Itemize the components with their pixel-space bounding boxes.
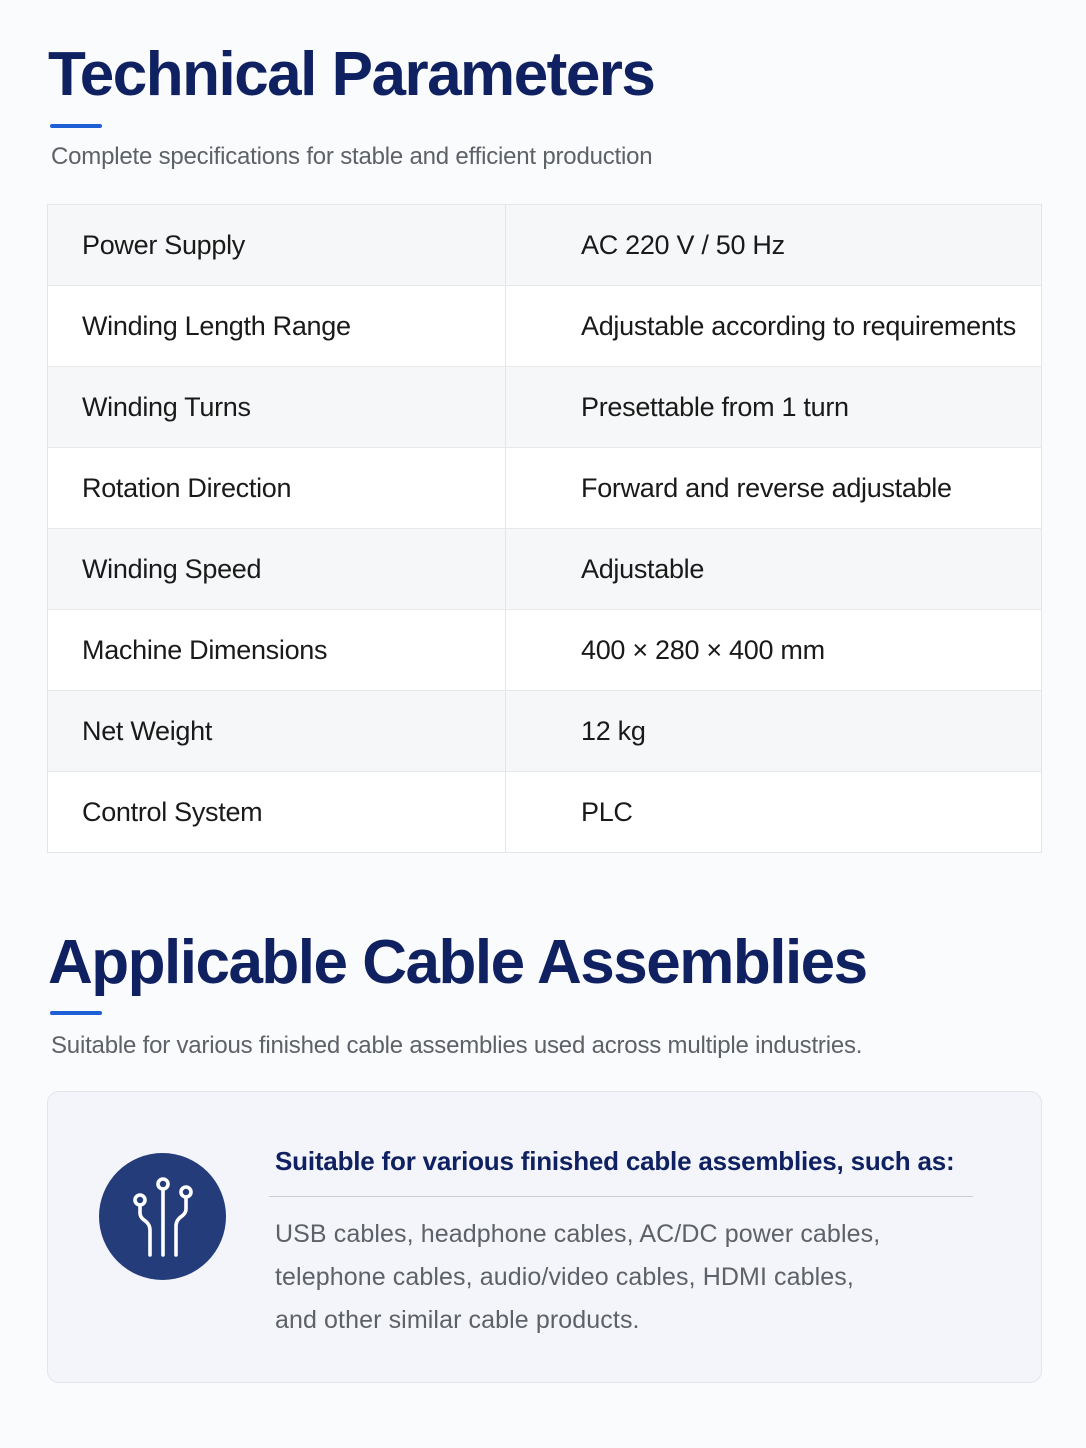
card-heading: Suitable for various finished cable assemblies, such as: (275, 1146, 955, 1176)
table-row (48, 609, 1041, 690)
spec-label: Machine Dimensions (48, 610, 506, 690)
table-row (48, 528, 1041, 609)
card-text-line: telephone cables, audio/video cables, HDMI cables, (275, 1263, 854, 1291)
spec-label: Winding Turns (48, 367, 506, 447)
spec-value: Forward and reverse adjustable (581, 472, 952, 503)
table-row (48, 366, 1041, 447)
spec-value: AC 220 V / 50 Hz (581, 229, 785, 260)
spec-label: Control System (48, 772, 506, 852)
table-row (48, 285, 1041, 366)
table-row (48, 447, 1041, 528)
card-text-line: and other similar cable products. (275, 1306, 640, 1334)
cable-wires-icon (99, 1153, 226, 1280)
spec-label: Winding Speed (48, 529, 506, 609)
spec-table (47, 204, 1042, 853)
card-divider (269, 1196, 973, 1197)
applicable-cable-assemblies-title: Applicable Cable Assemblies (48, 928, 867, 997)
spec-value: Adjustable according to requirements (581, 310, 1016, 341)
spec-value: Presettable from 1 turn (581, 391, 849, 422)
technical-parameters-subtitle: Complete specifications for stable and efficient production (51, 143, 653, 170)
title-accent-bar (50, 1011, 102, 1015)
title-accent-bar (50, 124, 102, 128)
spec-label: Winding Length Range (48, 286, 506, 366)
table-row (48, 771, 1041, 852)
spec-value: 12 kg (581, 715, 646, 746)
table-row (48, 205, 1041, 285)
spec-value: Adjustable (581, 553, 705, 584)
spec-label: Rotation Direction (48, 448, 506, 528)
spec-label: Power Supply (48, 205, 506, 285)
applicable-card (47, 1091, 1042, 1383)
spec-label: Net Weight (48, 691, 506, 771)
card-text-line: USB cables, headphone cables, AC/DC power cables, (275, 1220, 881, 1248)
spec-value: 400 × 280 × 400 mm (581, 634, 825, 665)
table-row (48, 690, 1041, 771)
technical-parameters-title: Technical Parameters (48, 40, 655, 109)
spec-value: PLC (581, 796, 633, 827)
applicable-cable-assemblies-subtitle: Suitable for various finished cable assemblies used across multiple industries. (51, 1032, 863, 1059)
